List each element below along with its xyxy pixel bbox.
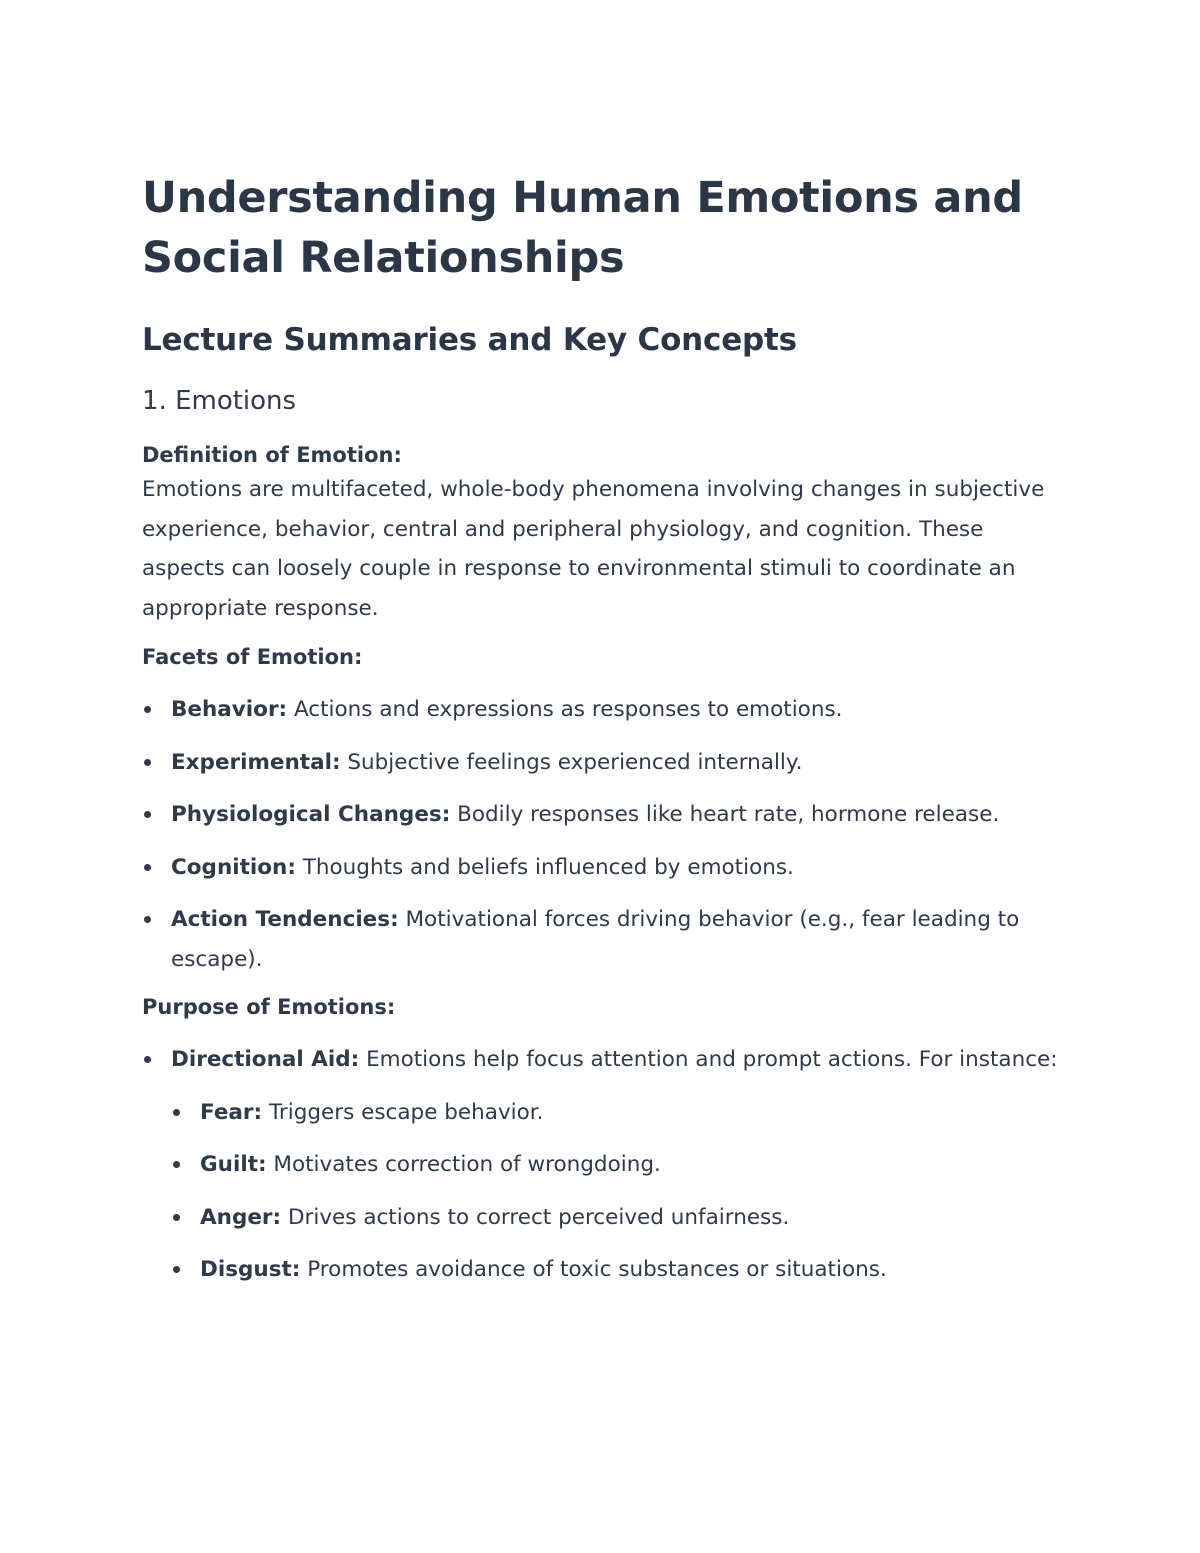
list-item: [142, 1040, 1062, 1290]
facet-term: Action Tendencies:: [171, 907, 399, 932]
facets-label: Facets of Emotion:: [142, 645, 363, 669]
list-item: [142, 690, 1062, 730]
facet-term: Cognition:: [171, 854, 296, 880]
facet-text: Actions and expressions as responses to emotions.: [287, 697, 843, 722]
purpose-term: Directional Aid:: [171, 1047, 360, 1072]
document-title: Understanding Human Emotions and Social Relationships: [142, 173, 1023, 283]
document-page: [142, 168, 1062, 1303]
facet-term: Experimental:: [171, 749, 341, 775]
list-item: [142, 795, 1062, 835]
emotion-term: Disgust:: [200, 1257, 301, 1282]
list-item: [171, 1250, 1062, 1290]
list-item: [142, 743, 1062, 783]
definition-label: Definition of Emotion:: [142, 443, 402, 467]
purpose-label: Purpose of Emotions:: [142, 995, 396, 1019]
emotion-text: Motivates correction of wrongdoing.: [266, 1152, 661, 1177]
facet-term: Behavior:: [171, 697, 288, 722]
document-subtitle: Lecture Summaries and Key Concepts: [142, 322, 797, 358]
facet-text: Thoughts and beliefs influenced by emotions.: [295, 854, 794, 880]
list-item: [171, 1093, 1062, 1133]
facet-term: Physiological Changes:: [171, 802, 451, 827]
list-item: [171, 1145, 1062, 1185]
emotion-term: Fear:: [200, 1099, 263, 1125]
facet-text: Subjective feelings experienced internally.: [340, 749, 803, 775]
facet-text: Motivational forces driving behavior (e.g., fear leading to escape).: [171, 907, 1020, 972]
list-item: [142, 900, 1062, 979]
purpose-sublist: [171, 1093, 1062, 1290]
emotion-term: Guilt:: [200, 1152, 267, 1177]
facets-list: [142, 690, 1062, 979]
section-heading-emotions: 1. Emotions: [142, 386, 297, 416]
emotion-text: Promotes avoidance of toxic substances or situations.: [300, 1257, 887, 1282]
purpose-text: Emotions help focus attention and prompt actions. For instance:: [359, 1047, 1058, 1072]
emotion-text: Drives actions to correct perceived unfairness.: [281, 1204, 790, 1230]
facet-text: Bodily responses like heart rate, hormone release.: [450, 802, 1000, 827]
purpose-list: [142, 1040, 1062, 1290]
list-item: [142, 848, 1062, 888]
definition-text: Emotions are multifaceted, whole-body phenomena involving changes in subjective experience, behavior, central and peripheral physiology, and cognition. These aspects can loosely couple in response to environmental stimuli to coordinate an appropriate response.: [142, 477, 1045, 621]
list-item: [171, 1198, 1062, 1238]
emotion-term: Anger:: [200, 1204, 282, 1230]
emotion-text: Triggers escape behavior.: [262, 1099, 544, 1125]
